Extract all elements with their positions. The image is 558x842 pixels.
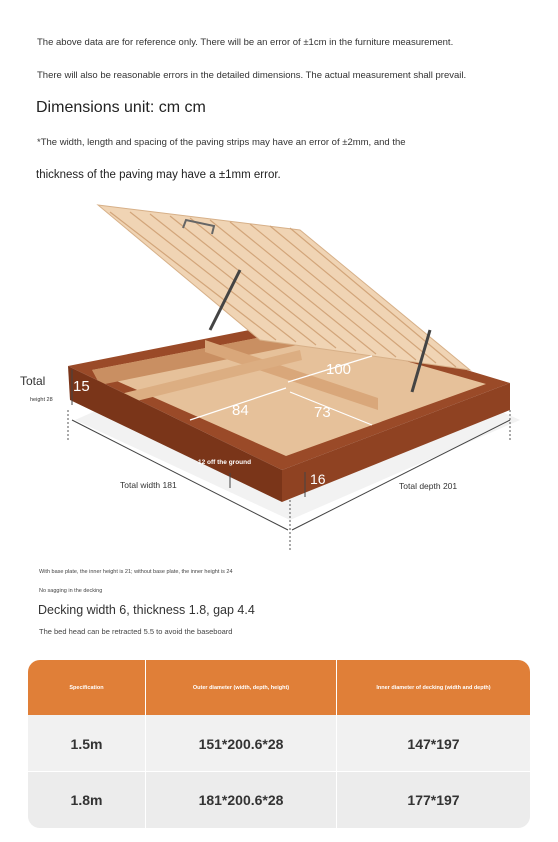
total-height-value: height 28 — [30, 397, 53, 403]
disclaimer-measurement: The above data are for reference only. There will be an error of ±1cm in the furniture measurement. — [37, 37, 454, 48]
decking-spec: Decking width 6, thickness 1.8, gap 4.4 — [38, 603, 255, 617]
table-cell-spec: 1.5m — [70, 736, 103, 752]
ground-clearance-label: 12 off the ground — [198, 459, 252, 466]
header-specification: Specification — [69, 684, 104, 691]
total-width-label: Total width 181 — [120, 480, 177, 490]
specification-table — [28, 660, 530, 828]
table-cell-inner: 177*197 — [407, 792, 460, 808]
frame-height-15: 15 — [73, 378, 90, 395]
table-cell-spec: 1.8m — [70, 792, 103, 808]
header-inner-diameter: Inner diameter of decking (width and depth) — [376, 684, 491, 691]
dimensions-heading: Dimensions unit: cm cm — [36, 99, 206, 116]
retract-note: The bed head can be retracted 5.5 to avoid the baseboard — [39, 627, 233, 636]
table-cell-outer: 181*200.6*28 — [198, 792, 284, 808]
total-depth-label: Total depth 201 — [399, 481, 458, 491]
paving-error-note: *The width, length and spacing of the paving strips may have an error of ±2mm, and the — [37, 137, 406, 148]
inner-height-note: With base plate, the inner height is 21; without base plate, the inner height is 24 — [39, 569, 233, 575]
compartment-width-73: 73 — [314, 404, 331, 421]
compartment-width-84: 84 — [232, 402, 249, 419]
leg-height-16: 16 — [310, 471, 326, 487]
sagging-note: No sagging in the decking — [39, 588, 103, 594]
table-cell-outer: 151*200.6*28 — [198, 736, 284, 752]
table-cell-inner: 147*197 — [407, 736, 460, 752]
total-height-label: Total — [20, 374, 46, 388]
header-outer-diameter: Outer diameter (width, depth, height) — [192, 684, 290, 691]
disclaimer-dimensions: There will also be reasonable errors in the detailed dimensions. The actual measurement shall prevail. — [37, 70, 467, 81]
paving-thickness-note: thickness of the paving may have a ±1mm error. — [36, 169, 281, 181]
compartment-length-100: 100 — [326, 361, 352, 378]
